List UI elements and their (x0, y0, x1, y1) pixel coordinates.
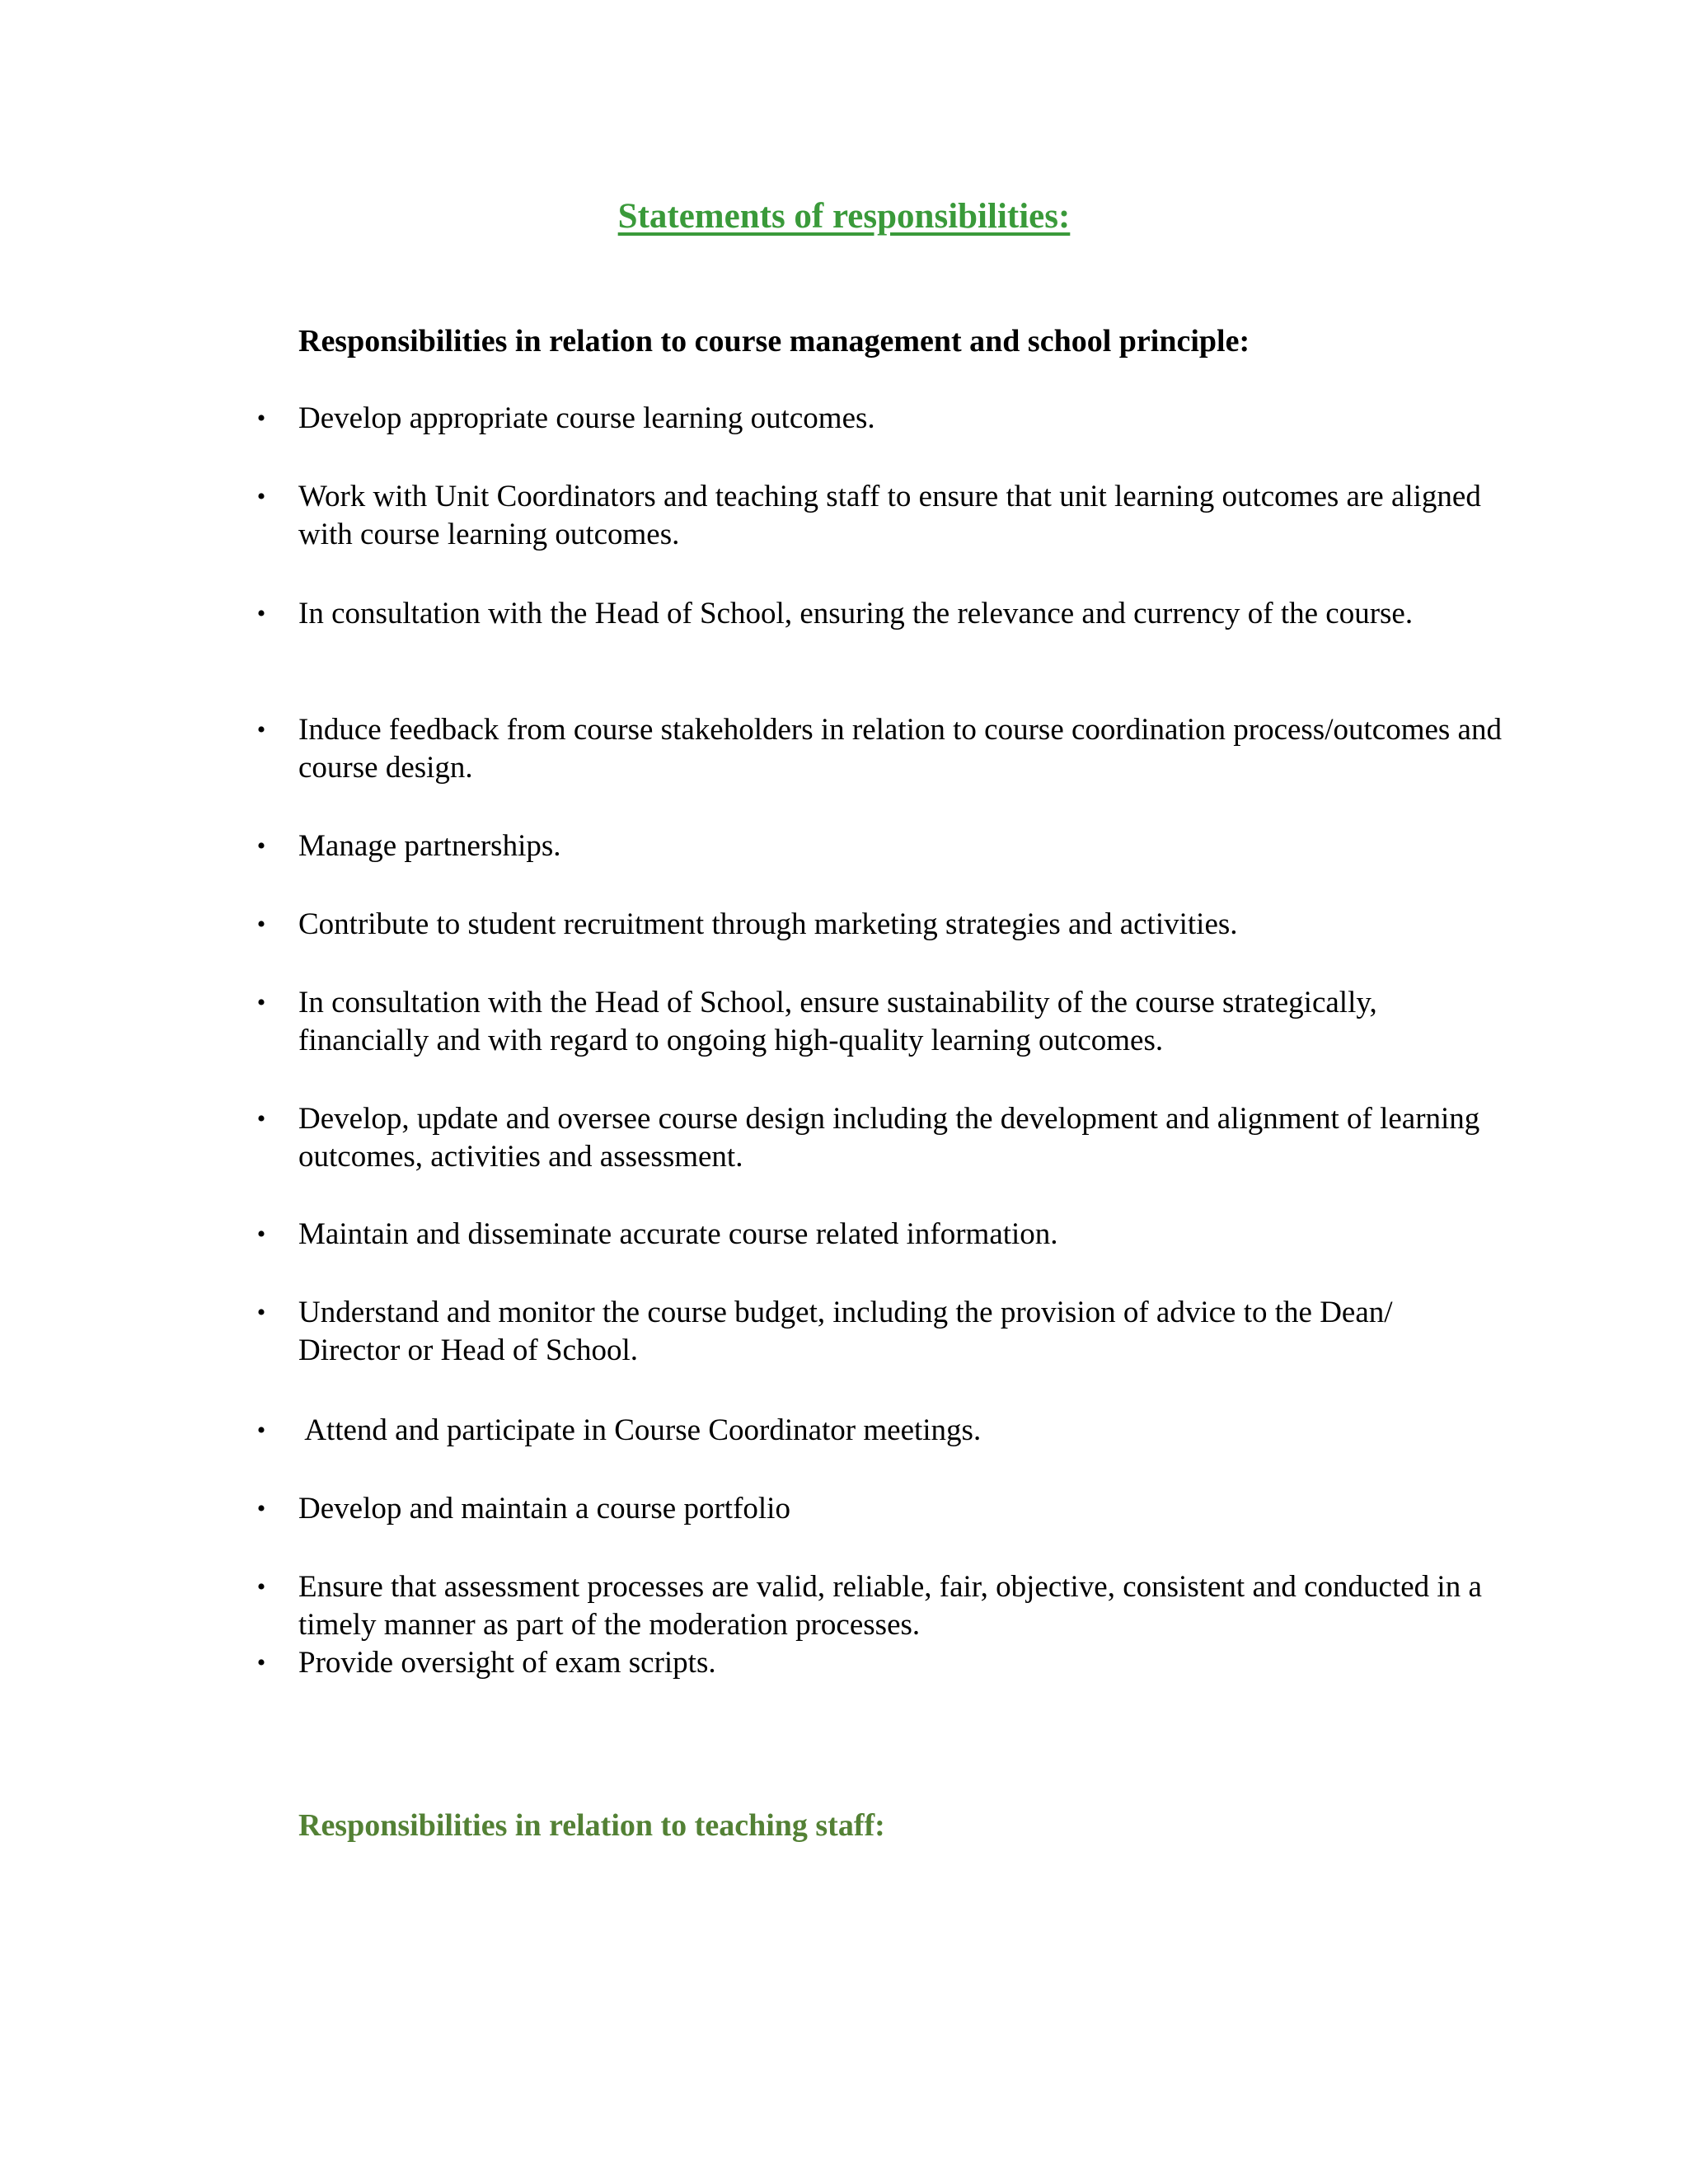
section-heading-course-management: Responsibilities in relation to course management and school principle: (298, 324, 1250, 359)
list-item (256, 1568, 1502, 1644)
bullet-icon: • (256, 989, 266, 1016)
list-item (256, 595, 1502, 633)
list-item-text: Contribute to student recruitment through marketing strategies and activities. (298, 907, 1238, 941)
list-item-text: Maintain and disseminate accurate course related information. (298, 1217, 1058, 1251)
list-item (256, 1644, 1502, 1682)
bullet-icon: • (256, 1417, 266, 1444)
list-item-text: Induce feedback from course stakeholders in relation to course coordination process/outcomes and course design. (298, 713, 1502, 785)
bullet-icon: • (256, 483, 266, 510)
list-item-text: Work with Unit Coordinators and teaching staff to ensure that unit learning outcomes are aligned with course learning outcomes. (298, 480, 1481, 551)
bullet-icon: • (256, 405, 266, 432)
list-item (256, 711, 1502, 787)
list-item (256, 827, 1502, 865)
list-item-text: Develop appropriate course learning outcomes. (298, 401, 875, 435)
list-item (256, 1100, 1502, 1176)
bullet-icon: • (256, 1299, 266, 1326)
list-item-text: In consultation with the Head of School, ensuring the relevance and currency of the course. (298, 597, 1414, 630)
list-item (256, 1490, 1502, 1528)
list-item-text: Attend and participate in Course Coordinator meetings. (298, 1413, 982, 1447)
list-item (256, 1216, 1502, 1254)
list-item-text: Provide oversight of exam scripts. (298, 1646, 716, 1680)
bullet-icon: • (256, 911, 266, 938)
list-item (256, 984, 1502, 1060)
list-item (256, 906, 1502, 944)
bullet-icon: • (256, 1649, 266, 1676)
list-item-text: Understand and monitor the course budget, including the provision of advice to the Dean/ Director or Head of School. (298, 1296, 1393, 1367)
list-item-text: Manage partnerships. (298, 829, 561, 863)
bullet-icon: • (256, 1573, 266, 1601)
list-item (256, 1294, 1502, 1370)
bullet-icon: • (256, 716, 266, 743)
list-item (256, 400, 1502, 438)
list-item-text: Develop and maintain a course portfolio (298, 1492, 790, 1526)
bullet-icon: • (256, 600, 266, 627)
list-item-text: In consultation with the Head of School, ensure sustainability of the course strategically, financially and with regard to ongoing high-quality learning outcomes. (298, 986, 1377, 1057)
section-heading-teaching-staff: Responsibilities in relation to teaching staff: (298, 1808, 885, 1843)
bullet-icon: • (256, 1495, 266, 1522)
bullet-icon: • (256, 832, 266, 860)
page-title: Statements of responsibilities: (617, 197, 1071, 236)
list-item (256, 1412, 1502, 1450)
list-item-text: Develop, update and oversee course design including the development and alignment of learning outcomes, activities and assessment. (298, 1102, 1480, 1174)
bullet-icon: • (256, 1105, 266, 1132)
list-item-text: Ensure that assessment processes are valid, reliable, fair, objective, consistent and conducted in a timely manner as part of the moderation processes. (298, 1570, 1482, 1642)
list-item (256, 478, 1502, 554)
bullet-icon: • (256, 1221, 266, 1248)
